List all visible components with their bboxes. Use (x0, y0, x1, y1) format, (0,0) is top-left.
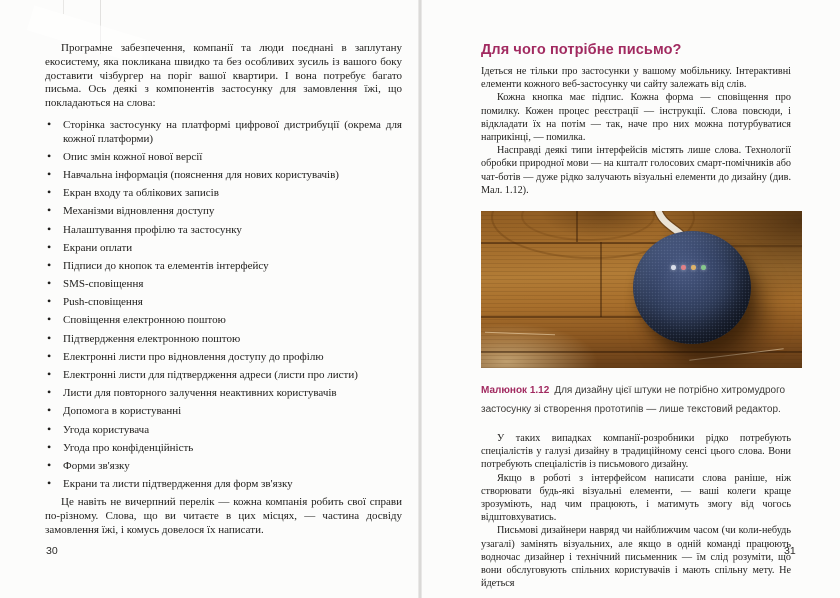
google-home-mini-speaker (633, 231, 751, 344)
led-lights (671, 265, 706, 270)
figure-caption-label: Малюнок 1.12 (481, 385, 550, 397)
list-item: • Підписи до кнопок та елементів інтерфейсу (45, 260, 402, 274)
paragraph: Кожна кнопка має підпис. Кожна форма — сповіщення про помилку. Кожен процес реєстрації — інструкції. Слова повсюди, і відкладати їх на потім — так, наче про них можна потурбуватися наприкінці, — помилка. (481, 92, 791, 144)
list-item: • Підтвердження електронною поштою (45, 333, 402, 347)
led-dot (701, 265, 706, 270)
list-item: • Опис змін кожної нової версії (45, 151, 402, 165)
list-item: • Угода про конфіденційність (45, 442, 402, 456)
app-components-list (45, 119, 402, 492)
paragraph: У таких випадках компанії-розробники рідко потребують спеціалістів у галузі дизайну в традиційному сенсі цього слова. Вони потребують спеціалістів із письмового дизайну. (481, 433, 791, 471)
closing-paragraph: Це навіть не вичерпний перелік — кожна компанія робить свої справи по-різному. Слова, що ви читаєте в цих місцях, — частина досвіду замовлення їжі, і комусь довелося їх написати. (45, 496, 402, 536)
intro-paragraph: Програмне забезпечення, компанії та люди поєднані в заплутану екосистему, яка покликана швидко та без особливих зусиль із вашого боку доставити чізбургер на поріг вашої квартири. І вона потребує багато письма. Ось деякі з компонентів застосунку для замовлення їжі, що покладаються на слова: (45, 42, 402, 110)
page-right (422, 0, 840, 598)
led-dot (691, 265, 696, 270)
list-item: • Електронні листи для підтвердження адреси (листи про листи) (45, 369, 402, 383)
page-number-left: 30 (46, 545, 58, 557)
list-item: • Навчальна інформація (пояснення для нових користувачів) (45, 169, 402, 183)
figure-caption (481, 380, 791, 417)
page-number-right: 31 (784, 545, 796, 557)
led-dot (671, 265, 676, 270)
list-item: • Екрани та листи підтвердження для форм зв'язку (45, 478, 402, 492)
section-heading: Для чого потрібне письмо? (481, 42, 682, 58)
smart-speaker-photo (481, 211, 802, 368)
figure-1-12 (481, 211, 802, 417)
list-item: • Угода користувача (45, 424, 402, 438)
figure-caption-text: Для дизайну цієї штуки не потрібно хитромудрого застосунку зі створення прототипів — лише текстовий редактор. (481, 385, 786, 415)
list-item: • Листи для повторного залучення неактивних користувачів (45, 387, 402, 401)
led-dot (681, 265, 686, 270)
list-item: • Форми зв'язку (45, 460, 402, 474)
list-item: • Допомога в користуванні (45, 405, 402, 419)
list-item: • Екрани оплати (45, 242, 402, 256)
paragraph: Письмові дизайнери навряд чи найближчим часом (чи коли-небудь узагалі) замінять візуальних, але якщо в одній команді працюють водночас дизайнер і технічний письменник — їм слід розуміти, що вони обслуговують спільних користувачів і мають спільну мету. Не йдеться (481, 525, 791, 590)
list-item: • SMS-сповіщення (45, 278, 402, 292)
list-item: • Push-сповіщення (45, 296, 402, 310)
list-item: • Механізми відновлення доступу (45, 205, 402, 219)
page-left (0, 0, 419, 598)
left-page-content (45, 42, 402, 538)
scan-crease-line-2 (63, 0, 64, 14)
list-item: • Сторінка застосунку на платформі цифрової дистрибуції (окрема для кожної платформи) (45, 119, 402, 146)
list-item: • Екран входу та облікових записів (45, 187, 402, 201)
paragraph: Ідеться не тільки про застосунки у вашому мобільнику. Інтерактивні елементи кожного веб-застосунку чи сайту залежать від слів. (481, 66, 791, 91)
list-item: • Електронні листи про відновлення доступу до профілю (45, 351, 402, 365)
paragraph: Якщо в роботі з інтерфейсом написати слова раніше, ніж створювати будь-які візуальні елементи, — ваші колеги краще зрозуміють, над чим працюють, і матимуть змогу від чогось відштовхуватись. (481, 472, 791, 524)
list-item: • Сповіщення електронною поштою (45, 314, 402, 328)
paragraph: Насправді деякі типи інтерфейсів містять лише слова. Технології обробки природної мови — на кшталт голосових смарт-помічників або чат-ботів — дуже рідко залучають візуальні елементи до дизайну (див. Мал. 1.12). (481, 145, 791, 196)
right-page-content (481, 42, 791, 590)
list-item: • Налаштування профілю та застосунку (45, 224, 402, 238)
